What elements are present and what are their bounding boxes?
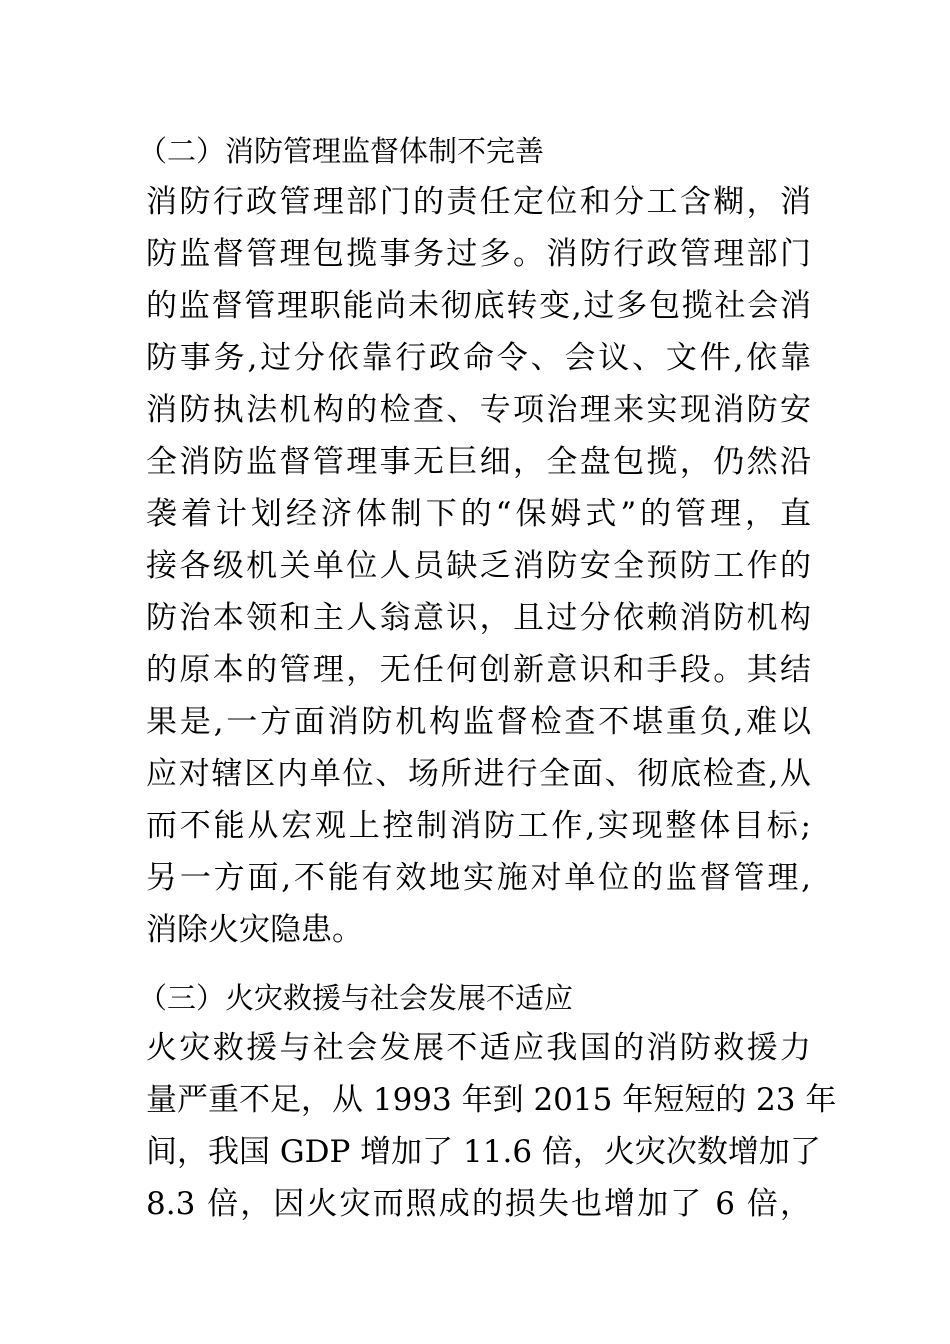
- paragraph-line: 防监督管理包揽事务过多。消防行政管理部门: [146, 236, 811, 272]
- paragraph-line: 量严重不足，从 1993 年到 2015 年短短的 23 年: [146, 1082, 837, 1118]
- paragraph-line: 防治本领和主人翁意识，且过分依赖消防机构: [146, 600, 811, 636]
- paragraph-line: 防事务,过分依靠行政命令、会议、文件,依靠: [146, 340, 811, 376]
- paragraph-line: 的原本的管理，无任何创新意识和手段。其结: [146, 652, 811, 688]
- paragraph-line: 消除火灾隐患。: [146, 912, 363, 948]
- section-paragraph-2: [146, 176, 811, 956]
- section-paragraph-3: [146, 1022, 837, 1230]
- paragraph-line: 另一方面,不能有效地实施对单位的监督管理,: [146, 860, 811, 896]
- paragraph-line: 火灾救援与社会发展不适应我国的消防救援力: [146, 1030, 811, 1066]
- paragraph-line: 消防执法机构的检查、专项治理来实现消防安: [146, 392, 811, 428]
- paragraph-line: 8.3 倍，因火灾而照成的损失也增加了 6 倍，: [146, 1186, 811, 1222]
- paragraph-line: 全消防监督管理事无巨细，全盘包揽，仍然沿: [146, 444, 811, 480]
- section-heading-3: （三）火灾救援与社会发展不适应: [138, 981, 574, 1015]
- section-heading-2: （二）消防管理监督体制不完善: [138, 134, 545, 168]
- paragraph-line: 果是,一方面消防机构监督检查不堪重负,难以: [146, 704, 811, 740]
- paragraph-line: 接各级机关单位人员缺乏消防安全预防工作的: [146, 548, 811, 584]
- paragraph-line: 间，我国 GDP 增加了 11.6 倍，火灾次数增加了: [146, 1134, 821, 1170]
- paragraph-line: 消防行政管理部门的责任定位和分工含糊，消: [146, 184, 811, 220]
- paragraph-line: 袭着计划经济体制下的“保姆式”的管理，直: [146, 496, 811, 532]
- paragraph-line: 而不能从宏观上控制消防工作,实现整体目标;: [146, 808, 811, 844]
- paragraph-line: 应对辖区内单位、场所进行全面、彻底检查,从: [146, 756, 811, 792]
- paragraph-line: 的监督管理职能尚未彻底转变,过多包揽社会消: [146, 288, 811, 324]
